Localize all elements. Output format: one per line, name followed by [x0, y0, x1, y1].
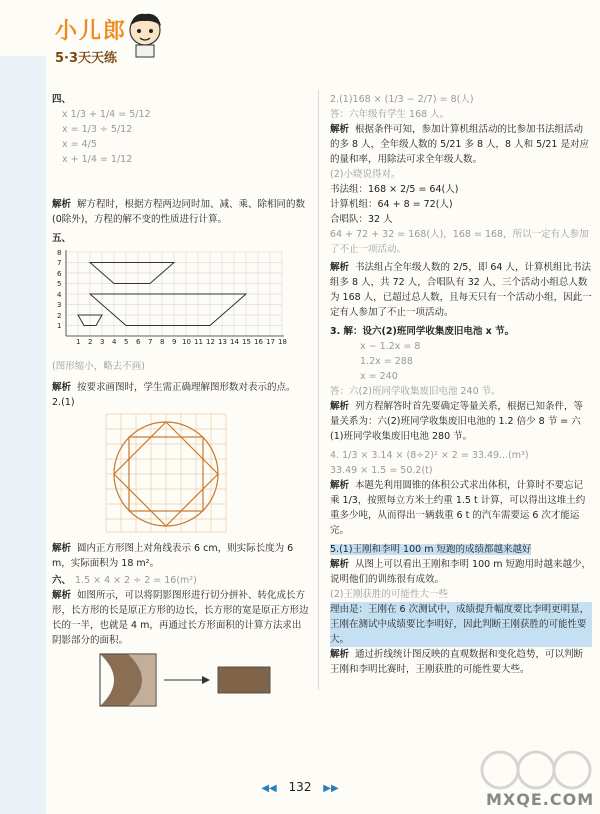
y-tick-label: 2 [57, 312, 62, 320]
analysis-text: 从图上可以看出王刚和李明 100 m 短跑用时越来越少，说明他们的训练很有成效。 [330, 559, 591, 585]
section-4-number: 四、 [52, 94, 72, 105]
analysis-label: 解析 [52, 590, 72, 601]
analysis-text: 解方程时，根据方程两边同时加、减、乘、除相同的数(0除外)，方程的解不变的性质进行计算。 [52, 199, 306, 225]
equation-line: x − 1.2x = 8 [360, 341, 421, 352]
answer-line: (2)王刚获胜的可能性大一些 [330, 589, 448, 600]
analysis-label: 解析 [52, 382, 72, 393]
equation-line: x + 1/4 = 1/12 [62, 154, 133, 165]
analysis-text: 圆内正方形图上对角线表示 6 cm，则实际长度为 6 m，实际面积为 18 m²。 [52, 543, 294, 569]
question-number: 2.(1) [52, 397, 75, 408]
analysis-label: 解析 [330, 559, 350, 570]
answer-line: 2.(1)168 × (1/3 − 2/7) = 8(人) [330, 94, 474, 105]
page-number: 132 [288, 780, 312, 794]
x-tick-label: 11 [194, 338, 203, 346]
analysis-text: 通过折线统计图反映的直观数据和变化趋势，可以判断王刚和李明比赛时，王刚获胜的可能性要大些。 [330, 649, 584, 675]
column-divider [318, 90, 319, 690]
equation-line: x = 1/3 ÷ 5/12 [62, 124, 133, 135]
page-header [0, 0, 600, 72]
analysis-text: 根据条件可知，参加计算机组活动的比参加书法组活动的多 8 人，全年级人数的 5/21 多 8 人，8 人和 5/21 是对应的量和率，用除法可求全年级人数。 [330, 124, 589, 165]
circle-square-figure [46, 412, 296, 534]
analysis-label: 解析 [330, 480, 350, 491]
x-tick-label: 3 [100, 338, 105, 346]
x-tick-label: 4 [112, 338, 117, 346]
y-tick-label: 6 [57, 270, 62, 278]
x-tick-label: 18 [278, 338, 287, 346]
brand-logo [55, 14, 127, 66]
analysis-text: 列方程解答时首先要确定等量关系，根据已知条件，等量关系为：六(2)班同学收集废旧电池的 1.2 倍少 8 节 = 六(1)班同学收集废旧电池 280 节。 [330, 401, 584, 442]
left-margin-band [0, 56, 46, 814]
answer-line: (2)小晓说得对。 [330, 169, 401, 180]
answer-line: 4. 1/3 × 3.14 × (8÷2)² × 2 = 33.49...(m³) [330, 450, 529, 461]
x-tick-label: 5 [124, 338, 129, 346]
section-5-number: 五、 [52, 233, 72, 244]
y-tick-label: 5 [57, 280, 62, 288]
equation-line: x 1/3 + 1/4 = 5/12 [62, 109, 151, 120]
analysis-label: 解析 [52, 199, 72, 210]
figure-caption: (图形缩小，略去不画) [52, 361, 145, 372]
equation-line: x = 4/5 [62, 139, 97, 150]
x-tick-label: 13 [218, 338, 227, 346]
x-tick-label: 15 [242, 338, 251, 346]
y-tick-label: 1 [57, 322, 62, 330]
x-tick-label: 14 [230, 338, 239, 346]
x-tick-label: 9 [172, 338, 177, 346]
analysis-text: 书法组占全年级人数的 2/5，即 64 人，计算机组比书法组多 8 人，共 72 人，合唱队有 32 人，三个活动小组总人数为 168 人，已超过总人数，且每天只有一个活动小组，因此一定有人参加了不止一项活动。 [330, 262, 592, 318]
section-4-equations [52, 107, 310, 197]
analysis-text: 按要求画图时，学生需正确理解图形数对表示的点。 [77, 382, 296, 393]
analysis-label: 解析 [330, 124, 350, 135]
x-tick-label: 10 [182, 338, 191, 346]
x-tick-label: 7 [148, 338, 153, 346]
answer-line: 33.49 × 1.5 = 50.2(t) [330, 465, 433, 476]
answer-line: 合唱队：32 人 [330, 214, 393, 225]
equation-line: x = 240 [360, 371, 398, 382]
analysis-label: 解析 [330, 649, 350, 660]
y-tick-label: 7 [57, 259, 62, 267]
analysis-text: 如图所示，可以将阴影图形进行切分拼补、转化成长方形，长方形的长是原正方形的边长，长方形的宽是原正方形边长的一半，也就是 4 m，再通过长方形面积的计算方法求出阴影部分的面积。 [52, 590, 309, 646]
answer-line: 书法组：168 × 2/5 = 64(人) [330, 184, 459, 195]
answer-line: 理由是：王刚在 6 次测试中，成绩提升幅度要比李明更明显，王刚在测试中成绩要比李明好，因此判断王刚获胜的可能性要大。 [330, 602, 592, 647]
x-tick-label: 16 [254, 338, 263, 346]
section-6-number: 六、 [52, 575, 72, 586]
answer-line: 5.(1)王刚和李明 100 m 短跑的成绩都越来越好 [330, 544, 532, 555]
x-tick-label: 1 [76, 338, 81, 346]
y-tick-label: 3 [57, 301, 62, 309]
analysis-label: 解析 [330, 262, 350, 273]
coordinate-grid-figure [52, 248, 302, 352]
analysis-label: 解析 [52, 543, 72, 554]
question-3-heading: 3. 解：设六(2)班同学收集废旧电池 x 节。 [330, 326, 515, 337]
answer-line: 计算机组：64 + 8 = 72(人) [330, 199, 453, 210]
answer-line: 64 + 72 + 32 = 168(人)，168 = 168，所以一定有人参加了不止一项活动。 [330, 229, 589, 255]
x-tick-label: 8 [160, 338, 165, 346]
x-tick-label: 17 [266, 338, 275, 346]
equation-line: 1.2x = 288 [360, 356, 413, 367]
x-tick-label: 6 [136, 338, 141, 346]
question-3-equations [330, 339, 592, 384]
logo-subtitle: 5·3天天练 [55, 51, 118, 66]
right-column [330, 92, 592, 677]
y-tick-label: 8 [57, 249, 62, 257]
y-tick-label: 4 [57, 291, 62, 299]
mascot-icon [124, 10, 166, 58]
answer-line: 答：六(2)班同学收集废旧电池 240 节。 [330, 386, 501, 397]
x-tick-label: 12 [206, 338, 215, 346]
logo-title: 小儿郎 [55, 19, 128, 44]
shaded-shape-transform-figure [52, 650, 302, 710]
left-column [52, 92, 310, 717]
prev-arrow-icon: ◀◀ [261, 783, 277, 794]
x-tick-label: 2 [88, 338, 93, 346]
answer-line: 答：六年级有学生 168 人。 [330, 109, 450, 120]
watermark-text: MXQE.COM [486, 790, 595, 809]
analysis-label: 解析 [330, 401, 350, 412]
answer-line: 1.5 × 4 × 2 ÷ 2 = 16(m²) [75, 575, 197, 586]
analysis-text: 本题先利用圆锥的体积公式求出体积，计算时不要忘记乘 1/3，按照每立方米土约重 1.5 t 计算，可以得出这堆土约重多少吨，从而得出一辆载重 6 t 的汽车需要运 6 次才能运完。 [330, 480, 586, 536]
next-arrow-icon: ▶▶ [323, 783, 339, 794]
